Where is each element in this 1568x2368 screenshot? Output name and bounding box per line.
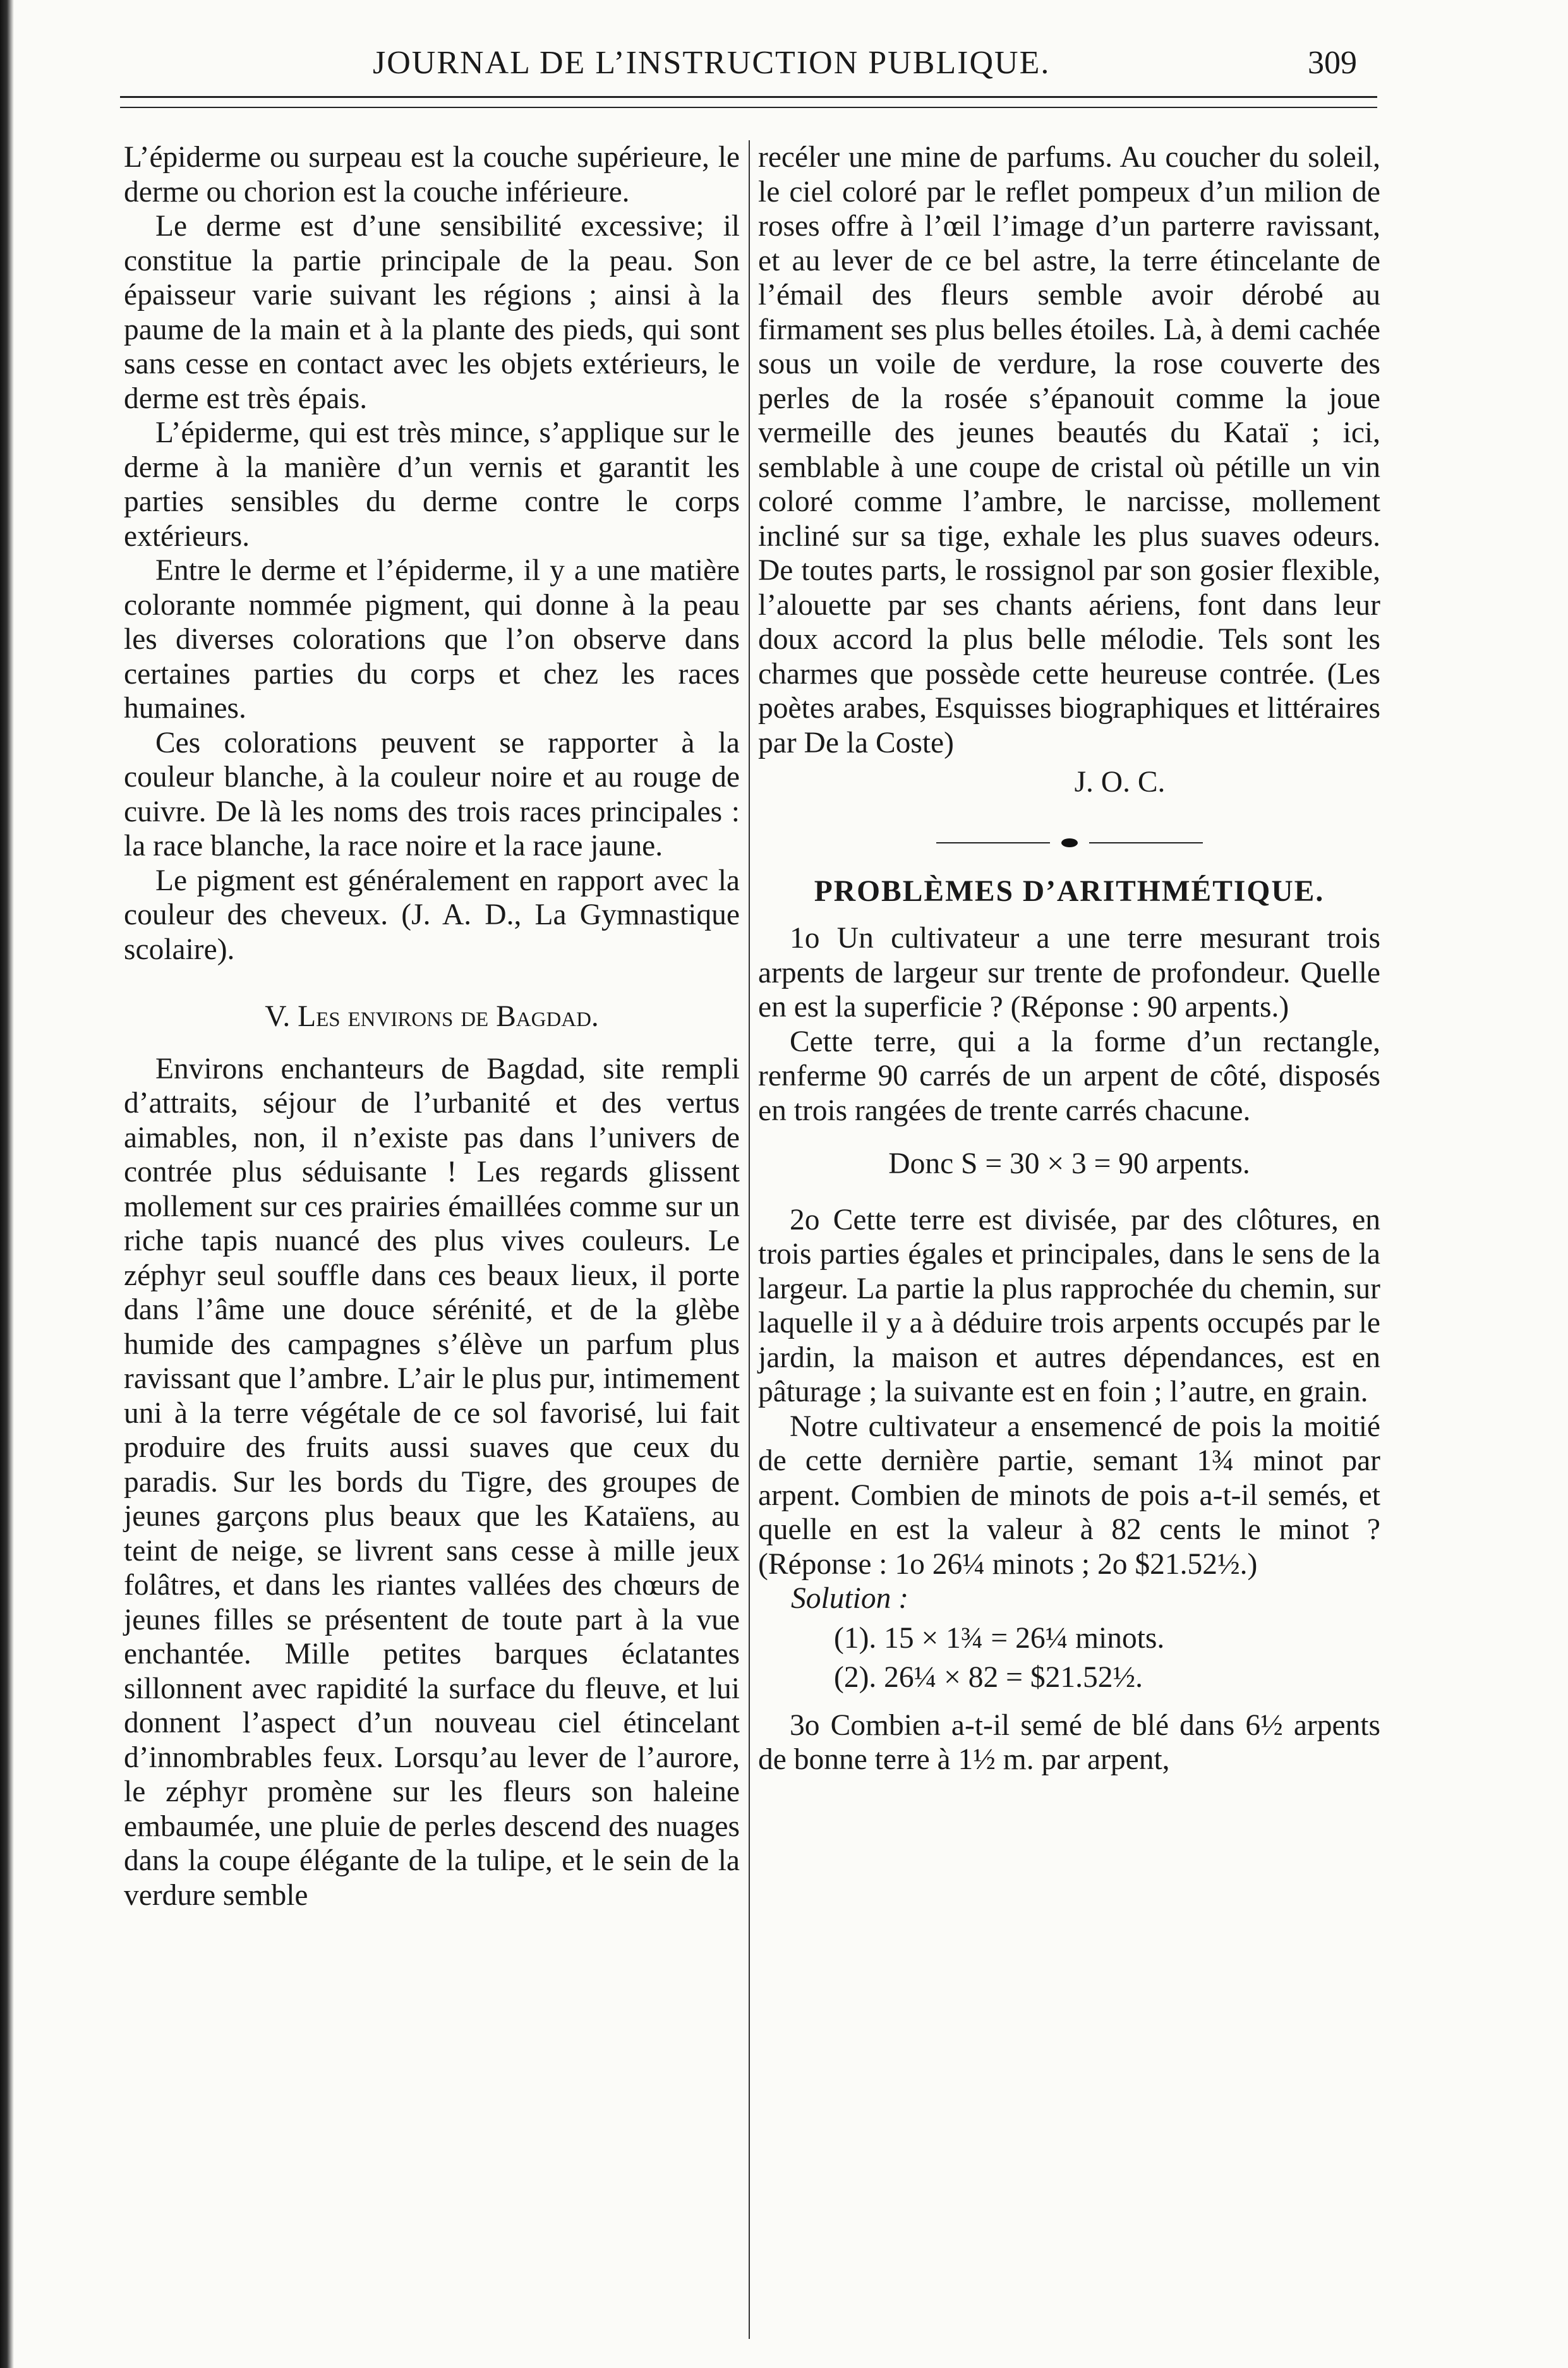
signature: J. O. C. xyxy=(1074,766,1166,799)
left-column xyxy=(124,140,740,1912)
paragraph-bagdad-continued: recéler une mine de parfums. Au coucher du soleil, le ciel coloré par le reflet pompeux d’un milion de roses offre à l’œil l’image d’un parterre ravissant, et au lever de ce bel astre, la terre étincelante de l’émail des fleurs semble avoir dérobé au firmament ses plus belles étoiles. Là, à demi cachée sous un voile de verdure, la rose couverte des perles de la rosée s’épanouit comme la joue vermeille des jeunes beautés du Kataï ; ici, semblable à une coupe de cristal où pétille un vin coloré comme l’ambre, le narcisse, mollement incliné sur sa tige, exhale les plus suaves odeurs. De toutes parts, le rossignol par son gosier flexible, l’alouette par ses chants aériens, font dans leur doux accord la plus belle mélodie. Tels sont les charmes que possède cette heureuse contrée. (Les poètes arabes, Esquisses biographiques et littéraires par De la Coste) xyxy=(758,141,1380,759)
question-3: 3o Combien a-t-il semé de blé dans 6½ arpents de bonne terre à 1½ m. par arpent, xyxy=(758,1708,1380,1776)
page-header xyxy=(0,0,1568,95)
question-1-explanation: Cette terre, qui a la forme d’un rectangle, renferme 90 carrés de un arpent de côté, disposés en trois rangées de trente carrés chacune. xyxy=(758,1025,1380,1127)
question-1: 1o Un cultivateur a une terre mesurant trois arpents de largeur sur trente de profondeur. Quelle en est la superficie ? (Réponse : 90 arpents.) xyxy=(758,922,1380,1024)
solution-label: Solution : xyxy=(791,1582,909,1615)
ornament-line-left xyxy=(936,842,1050,843)
paragraph-pigment: Entre le derme et l’épiderme, il y a une matière colorante nommée pigment, qui donne à la peau les diverses colorations que l’on observe dans certaines parties du corps et chez les races humaines. xyxy=(124,554,740,725)
solution-step-1: (1). 15 × 1¾ = 26¼ minots. xyxy=(834,1621,1165,1655)
paragraph-vernis: L’épiderme, qui est très mince, s’applique sur le derme à la manière d’un vernis et garantit les parties sensibles du derme contre le corps extérieurs. xyxy=(124,416,740,553)
problem-section-title: PROBLÈMES D’ARITHMÉTIQUE. xyxy=(814,874,1325,908)
column-divider xyxy=(749,140,750,2339)
paragraph-derme: Le derme est d’une sensibilité excessive; il constitue la partie principale de la peau. Son épaisseur varie suivant les régions ; ainsi à la paume de la main et à la plante des pieds, qui sont sans cesse en contact avec les objets extérieurs, le derme est très épais. xyxy=(124,210,740,415)
solution-steps xyxy=(834,1619,1380,1697)
right-column xyxy=(758,140,1380,1777)
page-spine-shadow xyxy=(0,0,14,2368)
header-rule xyxy=(120,96,1377,108)
paragraph-cheveux: Le pigment est généralement en rapport avec la couleur des cheveux. (J. A. D., La Gymnastique scolaire). xyxy=(124,864,740,966)
running-head: JOURNAL DE L’INSTRUCTION PUBLIQUE. xyxy=(373,45,1051,81)
ornament-divider xyxy=(758,830,1380,855)
paragraph-bagdad: Environs enchanteurs de Bagdad, site rempli d’attraits, séjour de l’urbanité et des vertus aimables, non, il n’existe pas dans l’univers de contrée plus séduisante ! Les regards glissent mollement sur ces prairies émaillées comme sur un riche tapis nuancé des plus vives couleurs. Le zéphyr seul souffle dans ces beaux lieux, il porte dans l’âme une douce sérénité, et de la glèbe humide des campagnes s’élève un parfum plus ravissant que l’ambre. L’air le plus pur, intimement uni à la terre végétale de ce sol favorisé, lui fait produire des fruits aussi suaves que ceux du paradis. Sur les bords du Tigre, des groupes de jeunes garçons plus beaux que les Kataïens, au teint de neige, se livrent sans cesse à mille jeux folâtres, et dans les riantes vallées des chœurs de jeunes filles se présentent de toute part à la vue enchantée. Mille petites barques éclatantes sillonnent avec rapidité la surface du fleuve, et lui donnent l’aspect d’un nouveau ciel étincelant d’innombrables feux. Lorsqu’au lever de l’aurore, le zéphyr promène sur les fleurs son haleine embaumée, une pluie de perles descend des nuages dans la coupe élégante de la tulipe, et le sein de la verdure semble xyxy=(124,1052,740,1912)
question-2-continued: Notre cultivateur a ensemencé de pois la moitié de cette dernière partie, semant 1¾ minot par arpent. Combien de minots de pois a-t-il semés, et quelle en est la valeur à 82 cents le minot ? (Réponse : 1o 26¼ minots ; 2o $21.52½.) xyxy=(758,1410,1380,1581)
ornament-center xyxy=(1061,838,1078,847)
question-1-formula: Donc S = 30 × 3 = 90 arpents. xyxy=(888,1147,1250,1180)
ornament-line-right xyxy=(1089,842,1203,843)
paragraph-colorations: Ces colorations peuvent se rapporter à la couleur blanche, à la couleur noire et au rouge de cuivre. De là les noms des trois races principales : la race blanche, la race noire et la race jaune. xyxy=(124,726,740,862)
paragraph-epiderme: L’épiderme ou surpeau est la couche supérieure, le derme ou chorion est la couche inférieure. xyxy=(124,141,740,208)
section-title-bagdad: V. Les environs de Bagdad. xyxy=(265,1000,599,1033)
solution-step-2: (2). 26¼ × 82 = $21.52½. xyxy=(834,1660,1143,1694)
page-number: 309 xyxy=(1308,45,1357,81)
question-2: 2o Cette terre est divisée, par des clôtures, en trois parties égales et principales, dans le sens de la largeur. La partie la plus rapprochée du chemin, sur laquelle il y a à déduire trois arpents occupés par le jardin, la maison et autres dépendances, est en pâturage ; la suivante est en foin ; l’autre, en grain. xyxy=(758,1203,1380,1408)
